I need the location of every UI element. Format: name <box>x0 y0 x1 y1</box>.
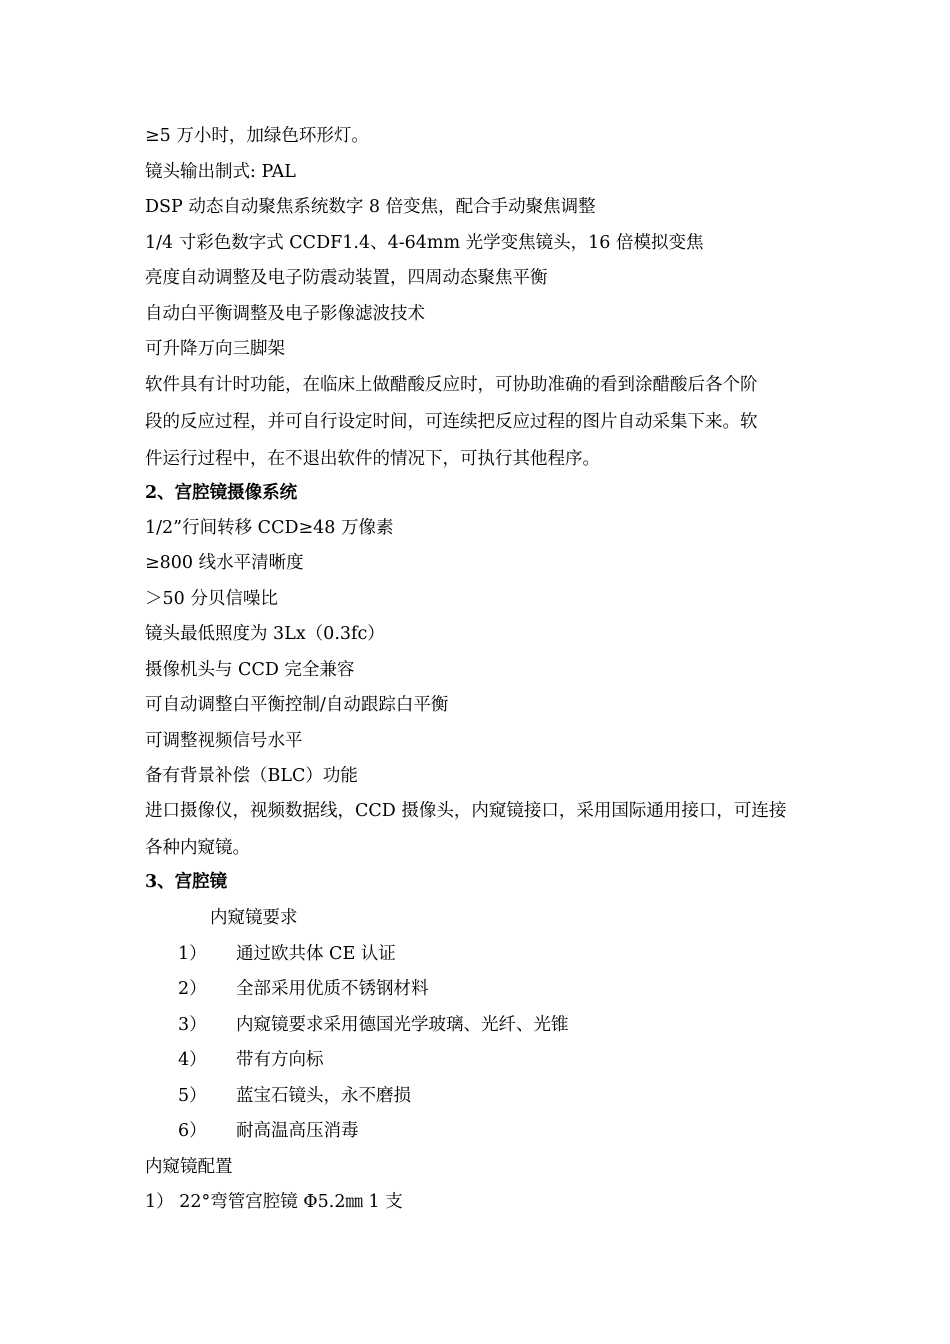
spec-line: 亮度自动调整及电子防震动装置，四周动态聚焦平衡 <box>145 268 548 288</box>
spec-line: ≥5 万小时，加绿色环形灯。 <box>145 126 369 146</box>
spec-line: 1/2”行间转移 CCD≥48 万像素 <box>145 518 394 538</box>
section-heading: 2、宫腔镜摄像系统 <box>145 483 298 503</box>
spec-line: 可升降万向三脚架 <box>145 339 285 359</box>
config-item: 1） 22°弯管宫腔镜 Φ5.2㎜ 1 支 <box>145 1192 403 1212</box>
spec-line: DSP 动态自动聚焦系统数字 8 倍变焦，配合手动聚焦调整 <box>145 197 596 217</box>
item-number: 3） <box>178 1015 207 1035</box>
spec-line: 镜头最低照度为 3Lx（0.3fc） <box>145 624 385 644</box>
spec-line: 镜头输出制式: PAL <box>145 162 296 182</box>
section-heading: 3、宫腔镜 <box>145 872 228 892</box>
item-number: 2） <box>178 979 207 999</box>
sub-heading: 内窥镜要求 <box>210 908 298 928</box>
spec-line: 1/4 寸彩色数字式 CCDF1.4、4-64mm 光学变焦镜头，16 倍模拟变焦 <box>145 233 704 253</box>
config-heading: 内窥镜配置 <box>145 1157 233 1177</box>
item-text: 耐高温高压消毒 <box>236 1121 359 1141</box>
spec-line: ≥800 线水平清晰度 <box>145 553 304 573</box>
item-text: 通过欧共体 CE 认证 <box>236 944 396 964</box>
spec-line: 可自动调整白平衡控制/自动跟踪白平衡 <box>145 695 449 715</box>
paragraph-line: 进口摄像仪，视频数据线，CCD 摄像头，内窥镜接口，采用国际通用接口，可连接 <box>145 801 787 821</box>
spec-line: 可调整视频信号水平 <box>145 731 303 751</box>
software-paragraph-line: 件运行过程中，在不退出软件的情况下，可执行其他程序。 <box>145 449 600 469</box>
spec-line: ＞50 分贝信噪比 <box>145 589 278 609</box>
spec-line: 摄像机头与 CCD 完全兼容 <box>145 660 355 680</box>
software-paragraph-line: 软件具有计时功能，在临床上做醋酸反应时，可协助准确的看到涂醋酸后各个阶 <box>145 375 758 395</box>
item-number: 6） <box>178 1121 207 1141</box>
item-number: 1） <box>178 944 207 964</box>
software-paragraph-line: 段的反应过程，并可自行设定时间，可连续把反应过程的图片自动采集下来。软 <box>145 412 758 432</box>
spec-line: 备有背景补偿（BLC）功能 <box>145 766 358 786</box>
spec-line: 自动白平衡调整及电子影像滤波技术 <box>145 304 425 324</box>
item-text: 蓝宝石镜头，永不磨损 <box>236 1086 411 1106</box>
item-number: 5） <box>178 1086 207 1106</box>
item-number: 4） <box>178 1050 207 1070</box>
item-text: 带有方向标 <box>236 1050 324 1070</box>
item-text: 内窥镜要求采用德国光学玻璃、光纤、光锥 <box>236 1015 569 1035</box>
paragraph-line: 各种内窥镜。 <box>145 838 250 858</box>
item-text: 全部采用优质不锈钢材料 <box>236 979 429 999</box>
